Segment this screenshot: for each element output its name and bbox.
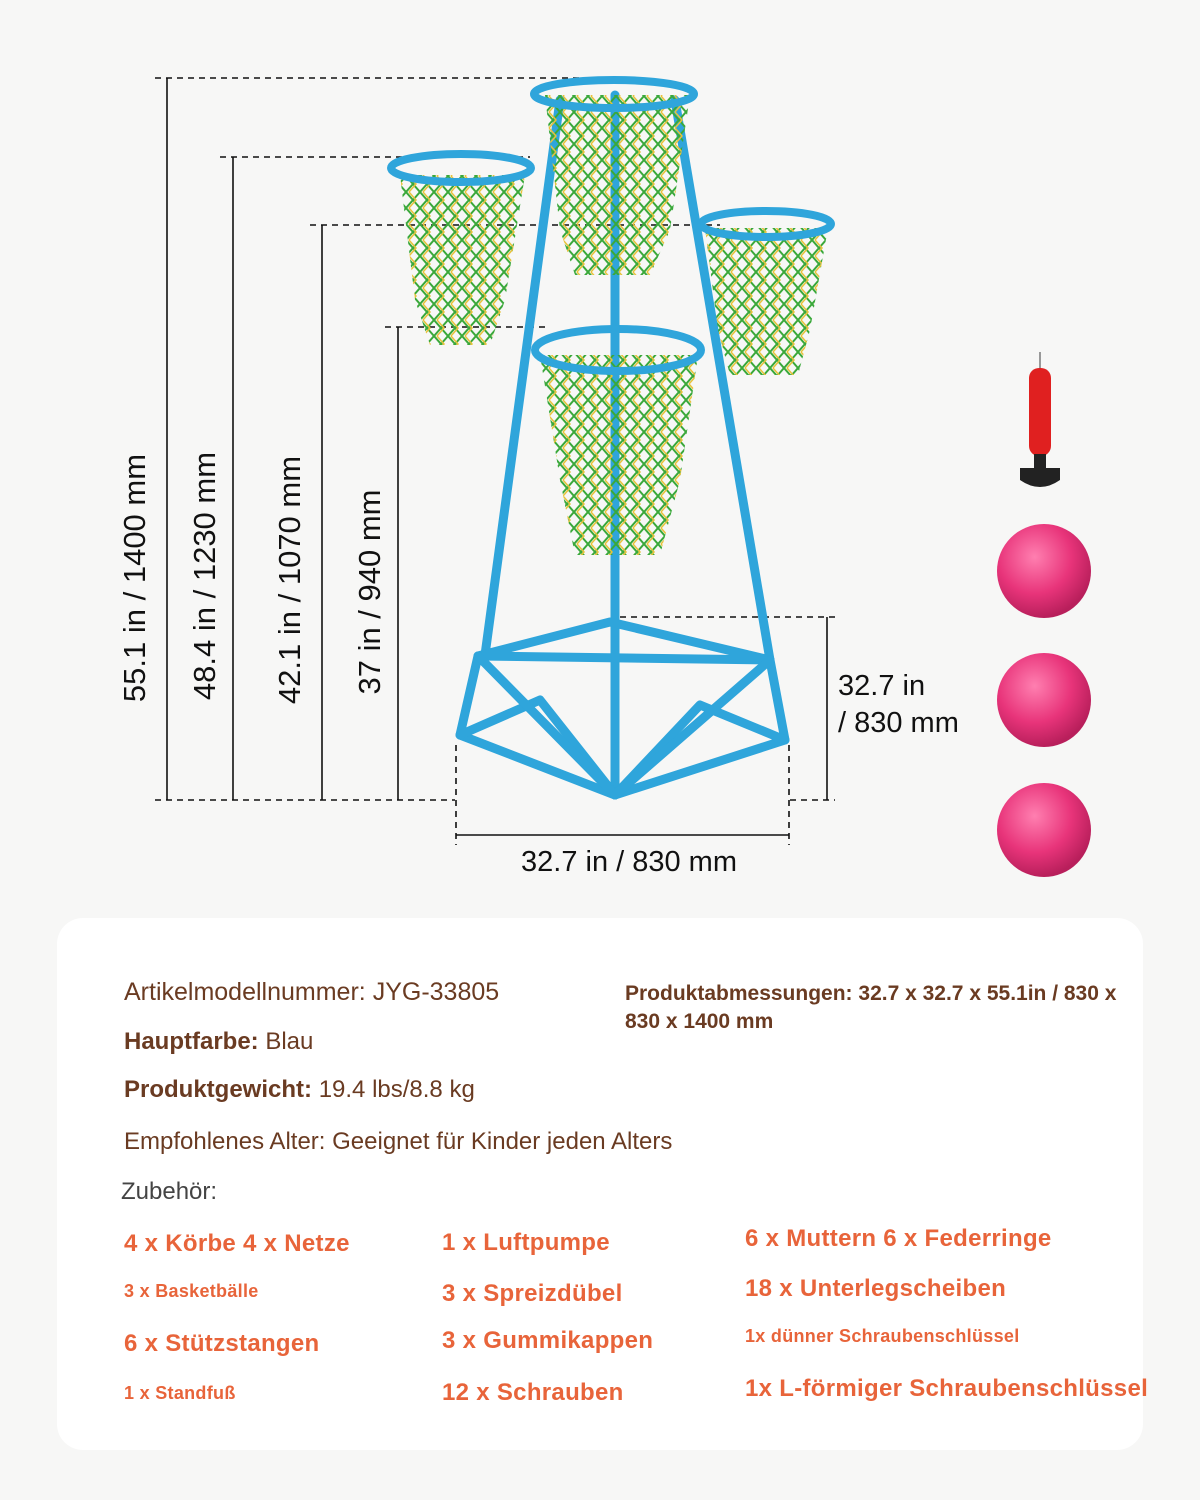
product-weight (124, 1076, 475, 1104)
accessory-item: 1x L-förmiger Schraubenschlüssel (745, 1375, 1149, 1402)
color-value: Blau (265, 1028, 314, 1055)
dim-height-hoop-3: 42.1 in / 1070 mm (272, 455, 307, 705)
accessory-item: 3 x Spreizdübel (442, 1280, 623, 1307)
dims-label: Produktabmessungen: (625, 982, 853, 1005)
accessory-item: 1 x Standfuß (124, 1383, 236, 1403)
model-value: JYG-33805 (372, 978, 500, 1006)
dims-value-line1: 32.7 x 32.7 x 55.1in / 830 x (858, 982, 1117, 1005)
model-number (124, 978, 499, 1007)
accessory-item: 1 x Luftpumpe (442, 1229, 610, 1256)
dim-height-total: 55.1 in / 1400 mm (117, 453, 152, 703)
dims-value-line2: 830 x 1400 mm (625, 1010, 774, 1033)
air-pump-icon (1020, 352, 1060, 487)
color-label: Hauptfarbe: (124, 1028, 259, 1055)
dim-base-height-line1: 32.7 in (838, 670, 926, 702)
recommended-age (124, 1128, 672, 1156)
basketballs-icon (997, 524, 1091, 877)
accessory-item: 6 x Muttern 6 x Federringe (745, 1225, 1052, 1252)
accessory-item: 1x dünner Schraubenschlüssel (745, 1326, 1020, 1346)
dim-base-height-line2: / 830 mm (838, 707, 959, 739)
main-color (124, 1028, 313, 1056)
accessories-heading: Zubehör: (121, 1178, 218, 1205)
accessory-item: 6 x Stützstangen (124, 1330, 320, 1357)
age-label: Empfohlenes Alter: (124, 1128, 326, 1155)
dim-height-hoop-2: 48.4 in / 1230 mm (187, 451, 222, 701)
accessory-item: 12 x Schrauben (442, 1379, 624, 1406)
dim-height-hoop-4: 37 in / 940 mm (352, 489, 387, 695)
weight-value: 19.4 lbs/8.8 kg (318, 1076, 475, 1103)
accessory-item: 3 x Gummikappen (442, 1327, 654, 1354)
accessory-item: 3 x Basketbälle (124, 1281, 259, 1301)
model-label: Artikelmodellnummer: (124, 978, 366, 1006)
accessory-item: 18 x Unterlegscheiben (745, 1275, 1007, 1302)
accessory-item: 4 x Körbe 4 x Netze (124, 1230, 350, 1257)
product-dimensions (625, 980, 1116, 1036)
age-value: Geeignet für Kinder jeden Alters (332, 1128, 673, 1155)
dim-base-width: 32.7 in / 830 mm (521, 846, 737, 878)
weight-label: Produktgewicht: (124, 1076, 313, 1103)
